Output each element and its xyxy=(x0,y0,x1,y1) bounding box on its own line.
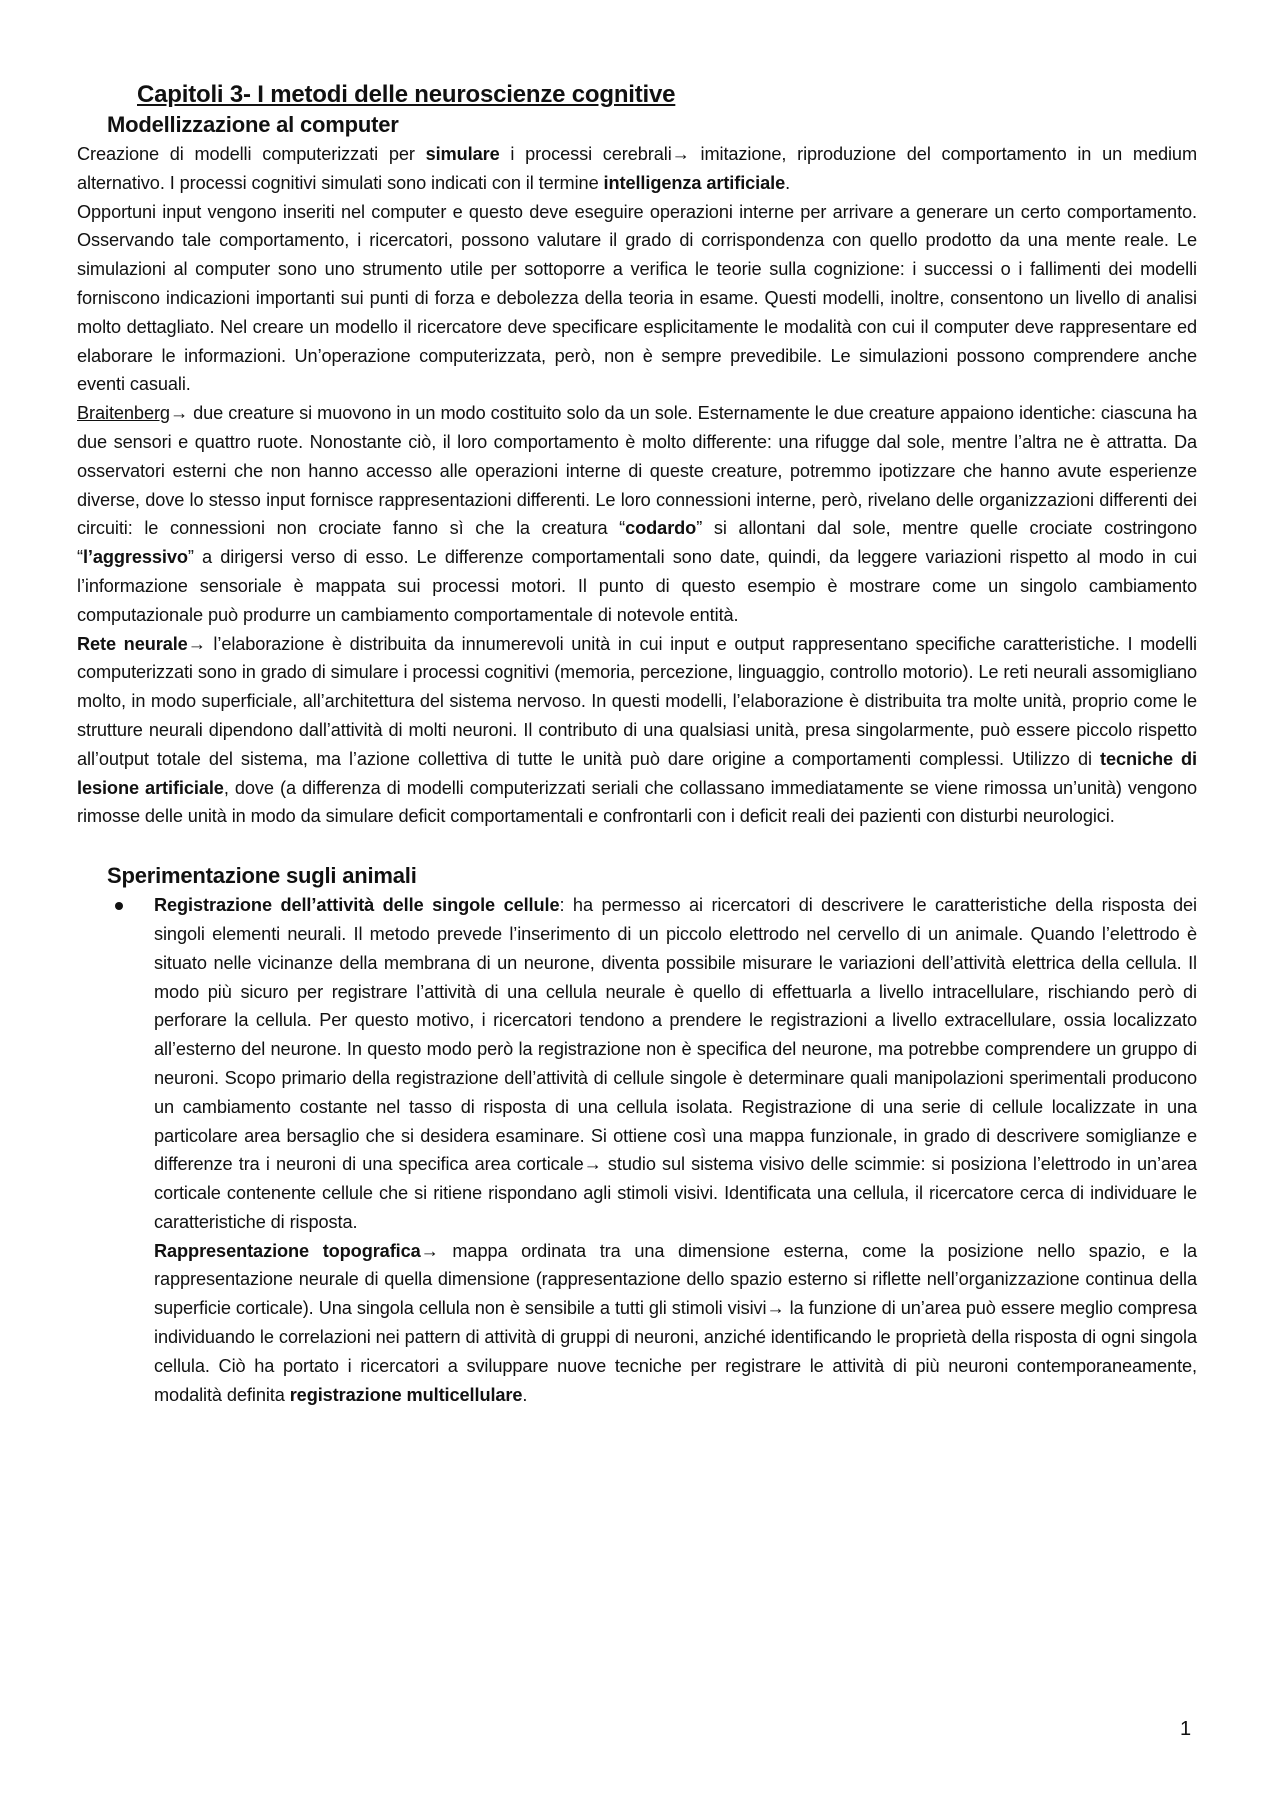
bold-term: l’aggressivo xyxy=(82,547,188,568)
underlined-term: Braitenberg xyxy=(77,403,170,424)
text-run: . xyxy=(785,172,791,193)
section-spacer xyxy=(77,831,1197,861)
text-run: ” a dirigersi verso di esso. Le differenze comportamentali sono date, quindi, da leggere variazioni rispetto al modo in cui l’informazione sensoriale è mappata sui processi motori. Il punto di questo esempio è mostrare come un singolo cambiamento computazionale può produrre un cambiamento comportamentale di notevole entità. xyxy=(77,547,1197,625)
bold-term: Rappresentazione topografica xyxy=(154,1240,421,1261)
bullet-list xyxy=(77,891,1197,1409)
text-run: ” si allontani dal sole, mentre quelle crociate costringono “ xyxy=(77,518,1198,568)
paragraph-topographic-representation xyxy=(154,1237,1197,1410)
page-content xyxy=(77,80,1197,1409)
section-heading: Sperimentazione sugli animali xyxy=(107,863,417,889)
text-run: Creazione di modelli computerizzati per xyxy=(77,144,426,164)
text-run: : ha permesso ai ricercatori di descrivere le caratteristiche della risposta dei singoli elementi neurali. Il metodo prevede l’inserimento di un piccolo elettrodo nel cervello di un animale. Quando l’elettrodo è situato nelle vicinanze della membrana di un neurone, diventa possibile misurare le variazioni dell’attività elettrica della cellula. Il modo più sicuro per registrare l’attività di una cellula neurale è quello di effettuarla a livello intracellulare, rischiando però di perforare la cellula. Per questo motivo, i ricercatori tendono a prendere le registrazioni a livello extracellulare, ossia localizzato all’esterno del neurone. In questo modo però la registrazione non è specifica del neurone, ma potrebbe comprendere un gruppo di neuroni. Scopo primario della registrazione dell’attività di cellule singole è determinare quali manipolazioni sperimentali producono un cambiamento costante nel tasso di risposta di una cellula isolata. Registrazione di una serie di cellule localizzate in una particolare area bersaglio che si desidera esaminare. Si ottiene così una mappa funzionale, in grado di descrivere somiglianze e differenze tra i neuroni di una specifica area corticale→ studio sul sistema visivo delle scimmie: si posiziona l’elettrodo in un’area corticale contenente cellule che si ritiene rispondano agli stimoli visivi. Identificata una cellula, il ricercatore cerca di individuare le caratteristiche di risposta. xyxy=(154,895,1197,1232)
page-number: 1 xyxy=(1180,1718,1192,1740)
bold-term: registrazione multicellulare xyxy=(289,1384,523,1405)
text-run: → l’elaborazione è distribuita da innumerevoli unità in cui input e output rappresentano specifiche caratteristiche. I modelli computerizzati sono in grado di simulare i processi cognitivi (memoria, percezione, linguaggio, controllo motorio). Le reti neurali assomigliano molto, in modo superficiale, all’architettura del sistema nervoso. In questi modelli, l’elaborazione è distribuita tra molte unità, proprio come le strutture neurali dipendono dall’attività di molti neuroni. Il contributo di una qualsiasi unità, presa singolarmente, può essere piccolo rispetto all’output totale del sistema, ma l’azione collettiva di tutte le unità può dare origine a comportamenti complessi. Utilizzo di xyxy=(77,633,1197,769)
text-run: → due creature si muovono in un modo costituito solo da un sole. Esternamente le due creature appaiono identiche: ciascuna ha due sensori e quattro ruote. Nonostante ciò, il loro comportamento è molto differente: una rifugge dal sole, mentre l’altra ne è attratta. Da osservatori esterni che non hanno accesso alle operazioni interne di queste creature, potremmo ipotizzare che hanno avute esperienze diverse, dove lo stesso input fornisce rappresentazioni differenti. Le loro connessioni interne, però, rivelano delle organizzazioni differenti dei circuiti: le connessioni non crociate fanno sì che la creatura “ xyxy=(77,403,1197,539)
document-title: Capitoli 3- I metodi delle neuroscienze cognitive xyxy=(137,81,676,108)
bold-term: Registrazione dell’attività delle singole cellule xyxy=(154,895,560,916)
bold-term: Rete neurale xyxy=(77,633,188,654)
bold-term: codardo xyxy=(625,518,697,539)
bold-term: simulare xyxy=(425,144,500,164)
section-animal-experiments xyxy=(77,861,1197,1409)
paragraph-computer-input xyxy=(77,198,1197,400)
bold-term: intelligenza artificiale xyxy=(603,172,786,193)
text-run: Opportuni input vengono inseriti nel computer e questo deve eseguire operazioni interne per arrivare a generare un certo comportamento. Osservando tale comportamento, i ricercatori, possono valutare il grado di corrispondenza con quello prodotto da una mente reale. Le simulazioni al computer sono uno strumento utile per sottoporre a verifica le teorie sulla cognizione: i successi o i fallimenti dei modelli forniscono indicazioni importanti sui punti di forza e debolezza della teoria in esame. Questi modelli, inoltre, consentono un livello di analisi molto dettagliato. Nel creare un modello il ricercatore deve specificare esplicitamente le modalità con cui il computer deve rappresentare ed elaborare le informazioni. Un’operazione computerizzata, però, non è sempre prevedibile. Le simulazioni possono comprendere anche eventi casuali. xyxy=(77,201,1197,395)
text-run: → mappa ordinata tra una dimensione esterna, come la posizione nello spazio, e la rappresentazione neurale di quella dimensione (rappresentazione dello spazio esterno si riflette nell’organizzazione continua della superficie corticale). Una singola cellula non è sensibile a tutti gli stimoli visivi→ la funzione di un’area può essere meglio compresa individuando le correlazioni nei pattern di attività di gruppi di neuroni, anziché identificando le proprietà della risposta di ogni singola cellula. Ciò ha portato i ricercatori a sviluppare nuove tecniche per registrare le attività di più neuroni contemporaneamente, modalità definita xyxy=(154,1240,1197,1405)
paragraph-single-cell-recording xyxy=(154,891,1197,1237)
paragraph-neural-network xyxy=(77,630,1197,832)
section-heading: Modellizzazione al computer xyxy=(107,112,399,137)
paragraph-braitenberg xyxy=(77,399,1197,629)
text-run: i processi cerebrali→ imitazione, riproduzione del comportamento in un medium alternativo. I processi cognitivi simulati sono indicati con il termine xyxy=(77,144,1197,193)
text-run: . xyxy=(522,1384,528,1405)
bullet-icon xyxy=(115,902,123,910)
text-run: , dove (a differenza di modelli computerizzati seriali che collassano immediatamente se viene rimossa un’unità) vengono rimosse delle unità in modo da simulare deficit comportamentali e confrontarli con i deficit reali dei pazienti con disturbi neurologici. xyxy=(77,777,1198,827)
paragraph-simulation xyxy=(77,140,1197,198)
bold-term: tecniche di lesione artificiale xyxy=(77,748,1198,798)
list-item xyxy=(77,891,1197,1409)
section-computer-modelling xyxy=(77,110,1197,831)
